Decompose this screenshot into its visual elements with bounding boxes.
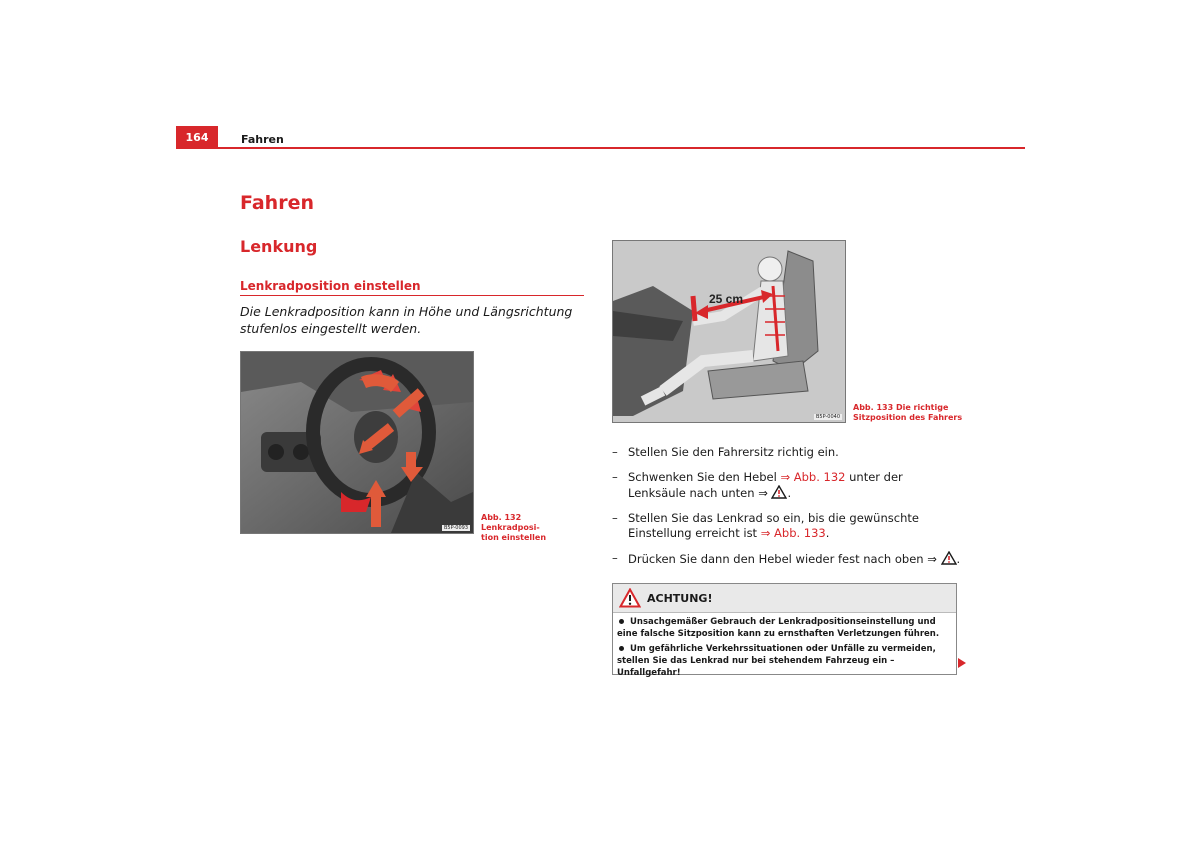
warning-item (613, 640, 956, 679)
warning-text: Um gefährliche Verkehrssituationen oder Unfälle zu vermeiden, stellen Sie das Lenkrad nur bei stehendem Fahrzeug ein – Unfallgefahr! (617, 644, 936, 678)
warning-box (612, 583, 957, 678)
header-rule (176, 147, 1025, 149)
step-text: unter der Lenksäule nach unten ⇒ (628, 470, 903, 500)
bullet-icon (619, 646, 624, 651)
bullet-icon (619, 619, 624, 624)
caption-line: Abb. 133 Die richtige (853, 403, 949, 412)
caption-line: Sitzposition des Fahrers (853, 413, 963, 422)
chapter-title: Fahren (240, 192, 314, 214)
section-title: Lenkung (240, 237, 318, 256)
warning-triangle-icon (619, 588, 641, 608)
list-item (612, 551, 962, 567)
driver-seat-position-illustration (613, 241, 845, 422)
warning-triangle-icon[interactable] (771, 485, 787, 499)
list-item (612, 445, 962, 460)
step-text: . (956, 552, 961, 566)
intro-text: Die Lenkradposition kann in Höhe und Längsrichtung stufenlos eingestellt werden. (240, 304, 573, 336)
dash: – (612, 445, 618, 459)
subsection-rule (240, 295, 584, 296)
caption-line: tion einstellen (481, 533, 547, 542)
subsection-title: Lenkradposition einstellen (240, 279, 421, 293)
running-head: Fahren (241, 133, 284, 146)
warning-item (613, 613, 956, 640)
figure-seat-position (612, 240, 846, 423)
step-text: Schwenken Sie den Hebel (628, 470, 781, 484)
steering-wheel-adjustment-illustration (241, 352, 473, 533)
warning-text: Unsachgemäßer Gebrauch der Lenkradpositionseinstellung und eine falsche Sitzposition kann zu ernsthaften Verletzungen führen. (617, 617, 940, 639)
figure-code: B5P-0040 (815, 414, 840, 420)
warning-triangle-icon[interactable] (941, 551, 957, 565)
figure-ref-link[interactable]: ⇒ Abb. 133 (760, 526, 826, 540)
step-text: Stellen Sie den Fahrersitz richtig ein. (628, 445, 839, 459)
step-text: . (825, 526, 830, 540)
caption-line: Abb. 132 Lenkradposi- (481, 513, 540, 532)
figure-ref-link[interactable]: ⇒ Abb. 132 (780, 470, 846, 484)
figure-caption (481, 513, 581, 543)
warning-title: ACHTUNG! (647, 591, 713, 605)
step-text: Drücken Sie dann den Hebel wieder fest nach oben ⇒ (628, 552, 941, 566)
step-text: Stellen Sie das Lenkrad so ein, bis die gewünschte Einstellung erreicht ist (628, 511, 919, 540)
dash: – (612, 551, 618, 565)
step-text: . (787, 486, 792, 500)
distance-label: 25 cm (709, 292, 744, 306)
list-item (612, 511, 962, 541)
figure-code: B5P-0093 (443, 525, 468, 531)
continue-arrow-icon (958, 658, 966, 668)
warning-header (613, 584, 956, 613)
dash: – (612, 470, 618, 484)
dash: – (612, 511, 618, 525)
page-number: 164 (176, 126, 218, 148)
instruction-list (612, 445, 962, 577)
figure-caption (853, 403, 963, 423)
list-item (612, 470, 962, 501)
figure-steering-adjustment (240, 351, 474, 534)
